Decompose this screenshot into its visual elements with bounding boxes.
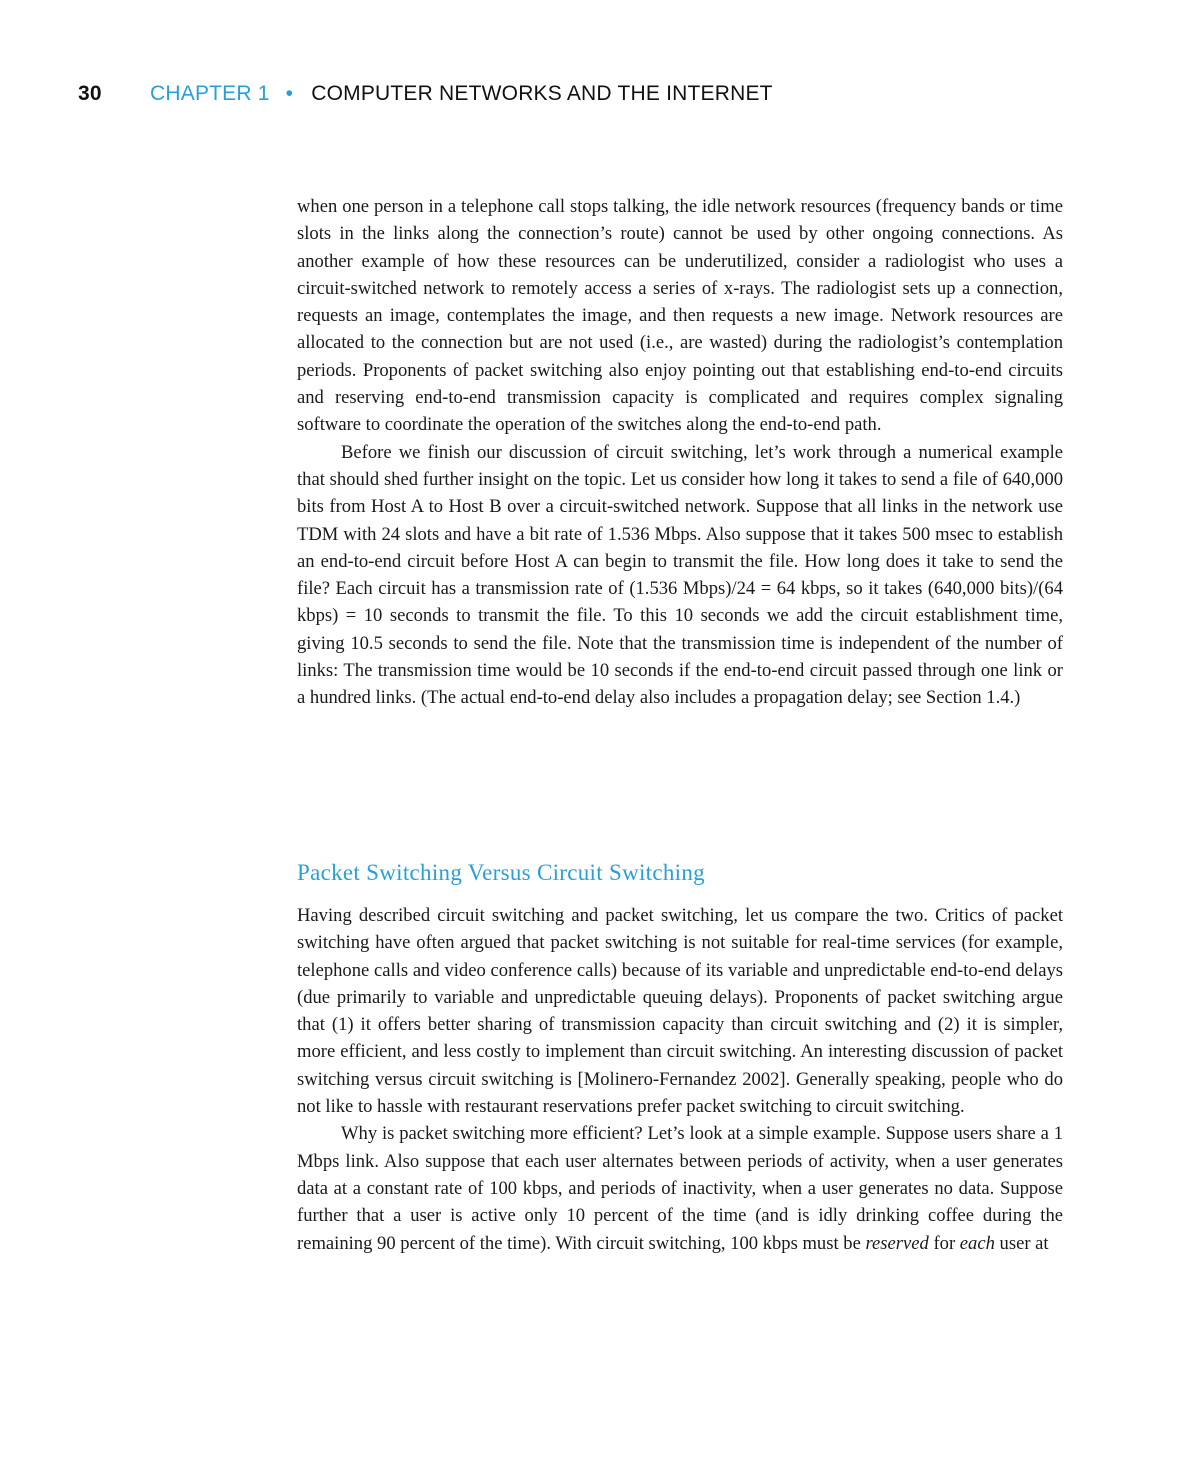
section-heading: Packet Switching Versus Circuit Switching bbox=[297, 860, 705, 885]
page-number: 30 bbox=[78, 82, 102, 105]
paragraph: when one person in a telephone call stops talking, the idle network resources (frequency bands or time slots in the links along the connection’s route) cannot be used by other ongoing connections. As another example of how these resources can be underutilized, consider a radiologist who uses a circuit-switched network to remotely access a series of x-rays. The radiologist sets up a connection, requests an image, contemplates the image, and then requests a new image. Network resources are allocated to the connection but are not used (i.e., are wasted) during the radiologist’s contemplation periods. Proponents of packet switching also enjoy pointing out that establishing end-to-end circuits and reserving end-to-end transmission capacity is complicated and requires complex signaling software to coordinate the operation of the switches along the end-to-end path. bbox=[297, 196, 1063, 436]
paragraph: Before we finish our discussion of circuit switching, let’s work through a numerical example that should shed further insight on the topic. Let us consider how long it takes to send a file of 640,000 bits from Host A to Host B over a circuit-switched network. Suppose that all links in the network use TDM with 24 slots and have a bit rate of 1.536 Mbps. Also suppose that it takes 500 msec to establish an end-to-end circuit before Host A can begin to transmit the file. How long does it take to send the file? Each circuit has a transmission rate of (1.536 Mbps)/24 = 64 kbps, so it takes (640,000 bits)/(64 kbps) = 10 seconds to transmit the file. To this 10 seconds we add the circuit establishment time, giving 10.5 seconds to send the file. Note that the transmission time is independent of the number of links: The transmission time would be 10 seconds if the end-to-end circuit passed through one link or a hundred links. (The actual end-to-end delay also includes a propagation delay; see Section 1.4.) bbox=[297, 441, 1063, 709]
header-separator: • bbox=[285, 82, 294, 105]
paragraph-text: for bbox=[928, 1232, 960, 1254]
chapter-label: CHAPTER 1 bbox=[150, 82, 270, 105]
chapter-title: COMPUTER NETWORKS AND THE INTERNET bbox=[311, 82, 773, 105]
running-head bbox=[78, 82, 773, 106]
paragraph-text: user at bbox=[994, 1232, 1049, 1254]
emphasis-each: each bbox=[959, 1232, 995, 1254]
paragraph-text: Why is packet switching more efficient? Let’s look at a simple example. Suppose users share a 1 Mbps link. Also suppose that each user alternates between periods of activity, when a user generates data at a constant rate of 100 kbps, and periods of inactivity, when a user generates no data. Suppose further that a user is active only 10 percent of the time (and is idly drinking coffee during the remaining 90 percent of the time). With circuit switching, 100 kbps must be bbox=[297, 1123, 1063, 1254]
paragraph: Having described circuit switching and packet switching, let us compare the two. Critics of packet switching have often argued that packet switching is not suitable for real-time services (for example, telephone calls and video conference calls) because of its variable and unpredictable end-to-end delays (due primarily to variable and unpredictable queuing delays). Proponents of packet switching argue that (1) it offers better sharing of transmission capacity than circuit switching and (2) it is simpler, more efficient, and less costly to implement than circuit switching. An interesting discussion of packet switching versus circuit switching is [Molinero-Fernandez 2002]. Generally speaking, people who do not like to hassle with restaurant reservations prefer packet switching to circuit switching. bbox=[297, 905, 1063, 1118]
body-text-section-2 bbox=[297, 902, 1063, 1257]
emphasis-reserved: reserved bbox=[865, 1232, 929, 1254]
body-text-section-1 bbox=[297, 193, 1063, 712]
paragraph bbox=[297, 1120, 1063, 1256]
